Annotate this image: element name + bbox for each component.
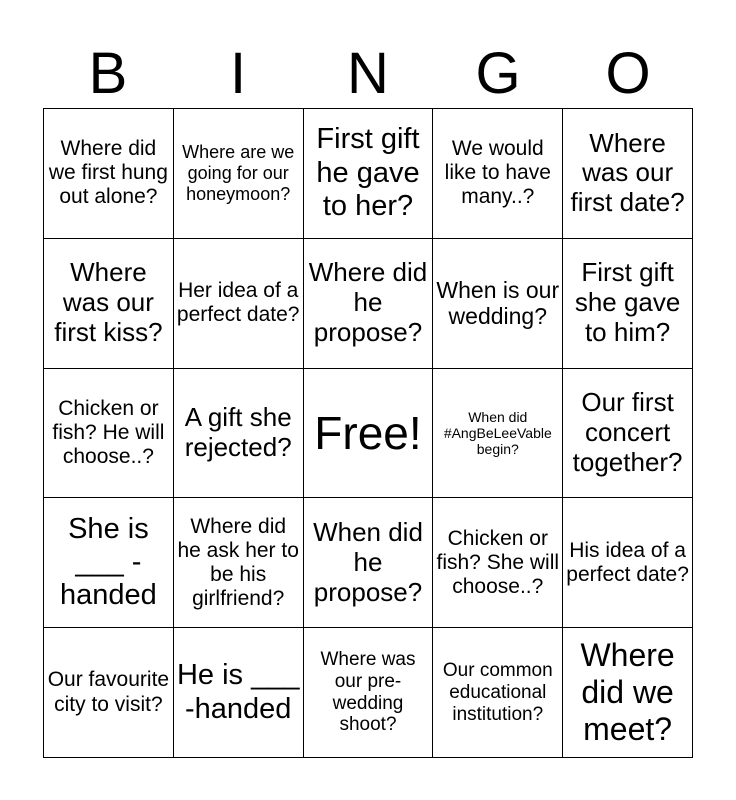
bingo-cell[interactable]: Where did we meet? [563,628,693,758]
bingo-cell[interactable]: First gift she gave to him? [563,239,693,369]
header-letter-i: I [229,41,247,106]
header-letter-b: B [88,41,128,106]
bingo-cell[interactable]: His idea of a perfect date? [563,498,693,628]
bingo-cell[interactable]: Where did we first hung out alone? [44,109,174,239]
bingo-cell[interactable]: We would like to have many..? [433,109,563,239]
bingo-cell[interactable]: A gift she rejected? [174,369,304,499]
header-letter-o: O [605,41,651,106]
bingo-cell[interactable]: Chicken or fish? She will choose..? [433,498,563,628]
bingo-cell[interactable]: She is ___ -handed [44,498,174,628]
header-letter-n: N [347,41,389,106]
bingo-cell[interactable]: Where did he ask her to be his girlfriend? [174,498,304,628]
bingo-cell[interactable]: Where was our first date? [563,109,693,239]
bingo-cell[interactable]: When did #AngBeLeeVable begin? [433,369,563,499]
bingo-cell[interactable]: He is ___ -handed [174,628,304,758]
bingo-cell[interactable]: When is our wedding? [433,239,563,369]
bingo-cell[interactable]: First gift he gave to her? [304,109,434,239]
bingo-cell[interactable]: Where did he propose? [304,239,434,369]
bingo-cell[interactable]: Our favourite city to visit? [44,628,174,758]
bingo-card [43,108,693,758]
bingo-cell[interactable]: Our common educational institution? [433,628,563,758]
header-letter-g: G [475,41,521,106]
bingo-cell[interactable]: Her idea of a perfect date? [174,239,304,369]
bingo-cell[interactable]: When did he propose? [304,498,434,628]
bingo-cell[interactable]: Chicken or fish? He will choose..? [44,369,174,499]
bingo-cell[interactable]: Where was our pre-wedding shoot? [304,628,434,758]
free-space[interactable]: Free! [304,369,434,499]
bingo-header [43,40,693,108]
bingo-cell[interactable]: Where are we going for our honeymoon? [174,109,304,239]
bingo-cell[interactable]: Where was our first kiss? [44,239,174,369]
bingo-cell[interactable]: Our first concert together? [563,369,693,499]
